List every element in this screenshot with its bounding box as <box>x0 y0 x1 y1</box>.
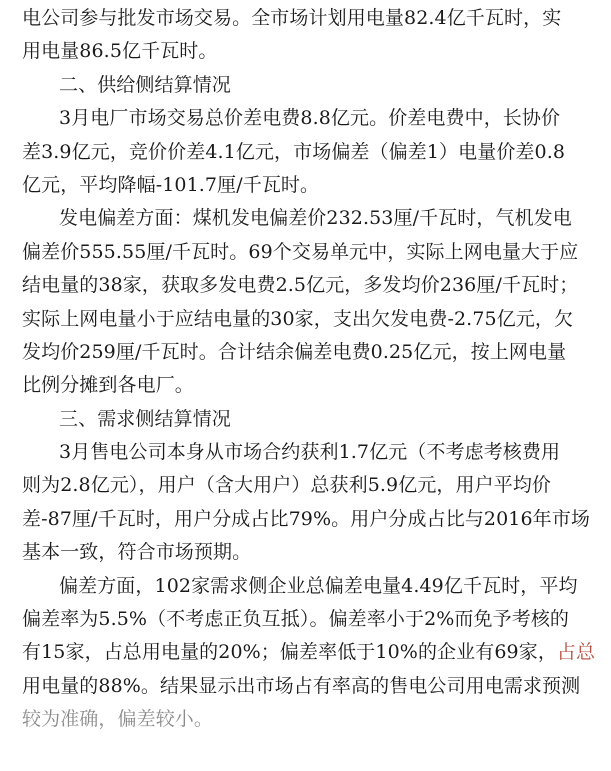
text-line-20-highlight: 占总 <box>556 641 596 664</box>
text-line-17: 基本一致，符合市场预期。 <box>22 541 252 564</box>
text-line-16: 差-87厘/千瓦时，用户分成占比79%。用户分成占比与2016年市场 <box>22 507 590 530</box>
text-line-8: 偏差价555.55厘/千瓦时。69个交易单元中，实际上网电量大于应 <box>22 240 579 263</box>
text-line-22-partial: 较为准确，偏差较小。 <box>22 708 214 731</box>
text-line-6: 亿元，平均降幅-101.7厘/千瓦时。 <box>22 173 320 196</box>
text-line-5: 差3.9亿元，竞价价差4.1亿元，市场偏差（偏差1）电量价差0.8 <box>22 140 566 163</box>
text-line-2: 用电量86.5亿千瓦时。 <box>22 40 218 63</box>
text-line-20-main: 有15家，占总用电量的20%；偏差率低于10%的企业有69家， <box>22 641 557 664</box>
text-line-12: 比例分摊到各电厂。 <box>22 374 194 397</box>
text-line-15: 则为2.8亿元），用户（含大用户）总获利5.9亿元，用户平均价 <box>22 474 552 497</box>
text-line-9: 结电量的38家，获取多发电费2.5亿元，多发均价236厘/千瓦时； <box>22 274 579 297</box>
text-line-1: 电公司参与批发市场交易。全市场计划用电量82.4亿千瓦时，实 <box>22 7 562 29</box>
text-line-18: 偏差方面，102家需求侧企业总偏差电量4.49亿千瓦时，平均 <box>59 574 578 597</box>
text-line-10: 实际上网电量小于应结电量的30家，支出欠发电费-2.75亿元，欠 <box>22 307 574 330</box>
text-line-7: 发电偏差方面：煤机发电偏差价232.53厘/千瓦时，气机发电 <box>59 207 572 230</box>
text-line-11: 发均价259厘/千瓦时。合计结余偏差电费0.25亿元，按上网电量 <box>22 340 567 363</box>
text-line-19: 偏差率为5.5%（不考虑正负互抵）。偏差率小于2%而免予考核的 <box>22 608 570 631</box>
section-heading-supply: 二、供给侧结算情况 <box>59 73 231 96</box>
text-line-20 <box>22 636 597 669</box>
text-line-4: 3月电厂市场交易总价差电费8.8亿元。价差电费中，长协价 <box>59 107 561 130</box>
text-line-14: 3月售电公司本身从市场合约获利1.7亿元（不考虑考核费用 <box>59 441 561 464</box>
text-line-21: 用电量的88%。结果显示出市场占有率高的售电公司用电需求预测 <box>22 674 581 697</box>
section-heading-demand: 三、需求侧结算情况 <box>59 407 231 430</box>
